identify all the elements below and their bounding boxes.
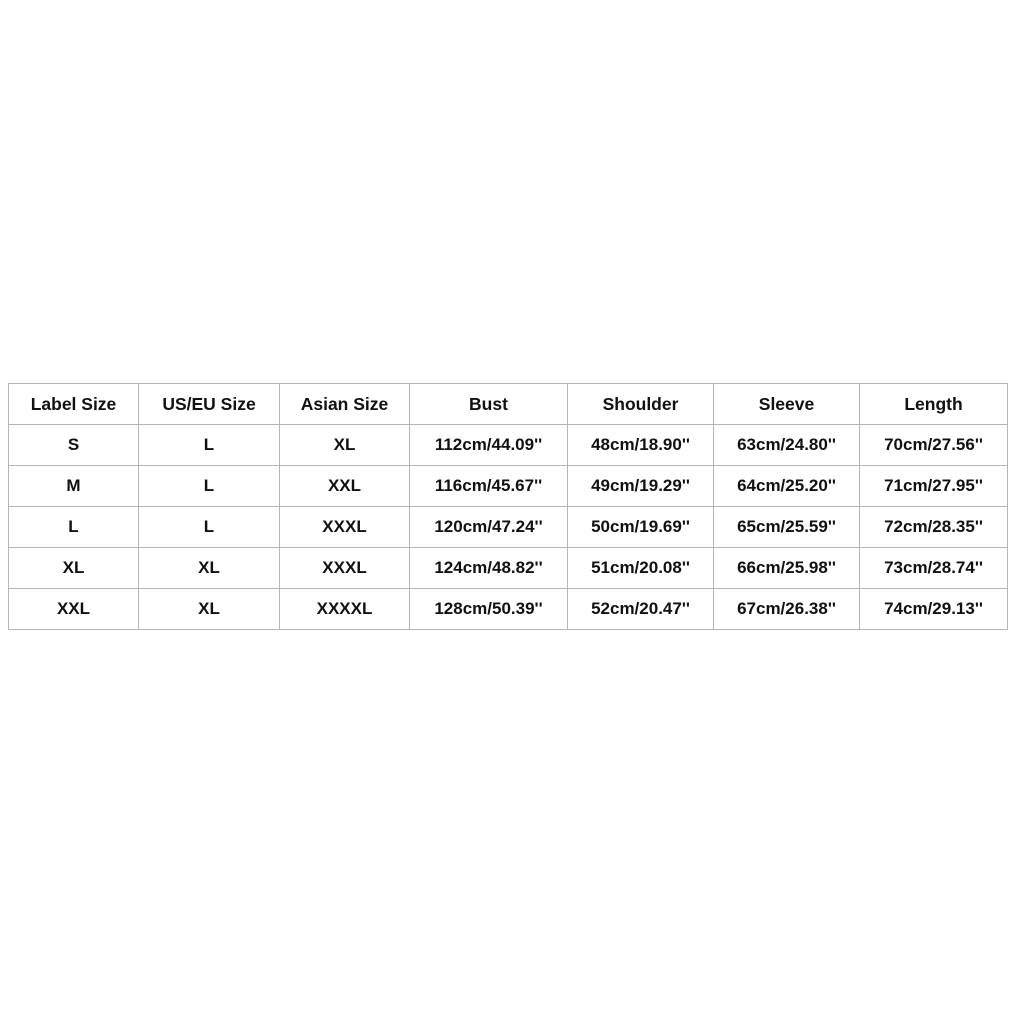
cell-us-eu-size: XL xyxy=(139,589,280,630)
cell-bust: 112cm/44.09'' xyxy=(410,425,568,466)
cell-us-eu-size: XL xyxy=(139,548,280,589)
table-row xyxy=(9,425,1008,466)
cell-shoulder: 50cm/19.69'' xyxy=(568,507,714,548)
cell-label-size: M xyxy=(9,466,139,507)
cell-length: 73cm/28.74'' xyxy=(860,548,1008,589)
cell-asian-size: XXL xyxy=(280,466,410,507)
size-chart-table xyxy=(8,383,1008,630)
cell-shoulder: 48cm/18.90'' xyxy=(568,425,714,466)
column-header-shoulder: Shoulder xyxy=(568,384,714,425)
cell-asian-size: XL xyxy=(280,425,410,466)
cell-bust: 124cm/48.82'' xyxy=(410,548,568,589)
cell-shoulder: 51cm/20.08'' xyxy=(568,548,714,589)
cell-us-eu-size: L xyxy=(139,425,280,466)
cell-length: 70cm/27.56'' xyxy=(860,425,1008,466)
cell-sleeve: 63cm/24.80'' xyxy=(714,425,860,466)
table-row xyxy=(9,548,1008,589)
column-header-sleeve: Sleeve xyxy=(714,384,860,425)
cell-length: 71cm/27.95'' xyxy=(860,466,1008,507)
cell-label-size: XXL xyxy=(9,589,139,630)
cell-length: 72cm/28.35'' xyxy=(860,507,1008,548)
cell-bust: 116cm/45.67'' xyxy=(410,466,568,507)
column-header-us-eu-size: US/EU Size xyxy=(139,384,280,425)
cell-shoulder: 52cm/20.47'' xyxy=(568,589,714,630)
cell-sleeve: 67cm/26.38'' xyxy=(714,589,860,630)
cell-asian-size: XXXXL xyxy=(280,589,410,630)
cell-us-eu-size: L xyxy=(139,507,280,548)
table-row xyxy=(9,466,1008,507)
cell-bust: 128cm/50.39'' xyxy=(410,589,568,630)
cell-us-eu-size: L xyxy=(139,466,280,507)
column-header-asian-size: Asian Size xyxy=(280,384,410,425)
cell-sleeve: 66cm/25.98'' xyxy=(714,548,860,589)
cell-shoulder: 49cm/19.29'' xyxy=(568,466,714,507)
column-header-label-size: Label Size xyxy=(9,384,139,425)
cell-label-size: L xyxy=(9,507,139,548)
cell-label-size: S xyxy=(9,425,139,466)
table-header-row xyxy=(9,384,1008,425)
cell-length: 74cm/29.13'' xyxy=(860,589,1008,630)
table-row xyxy=(9,589,1008,630)
column-header-bust: Bust xyxy=(410,384,568,425)
cell-asian-size: XXXL xyxy=(280,548,410,589)
column-header-length: Length xyxy=(860,384,1008,425)
cell-label-size: XL xyxy=(9,548,139,589)
cell-bust: 120cm/47.24'' xyxy=(410,507,568,548)
cell-sleeve: 65cm/25.59'' xyxy=(714,507,860,548)
cell-asian-size: XXXL xyxy=(280,507,410,548)
cell-sleeve: 64cm/25.20'' xyxy=(714,466,860,507)
table-row xyxy=(9,507,1008,548)
